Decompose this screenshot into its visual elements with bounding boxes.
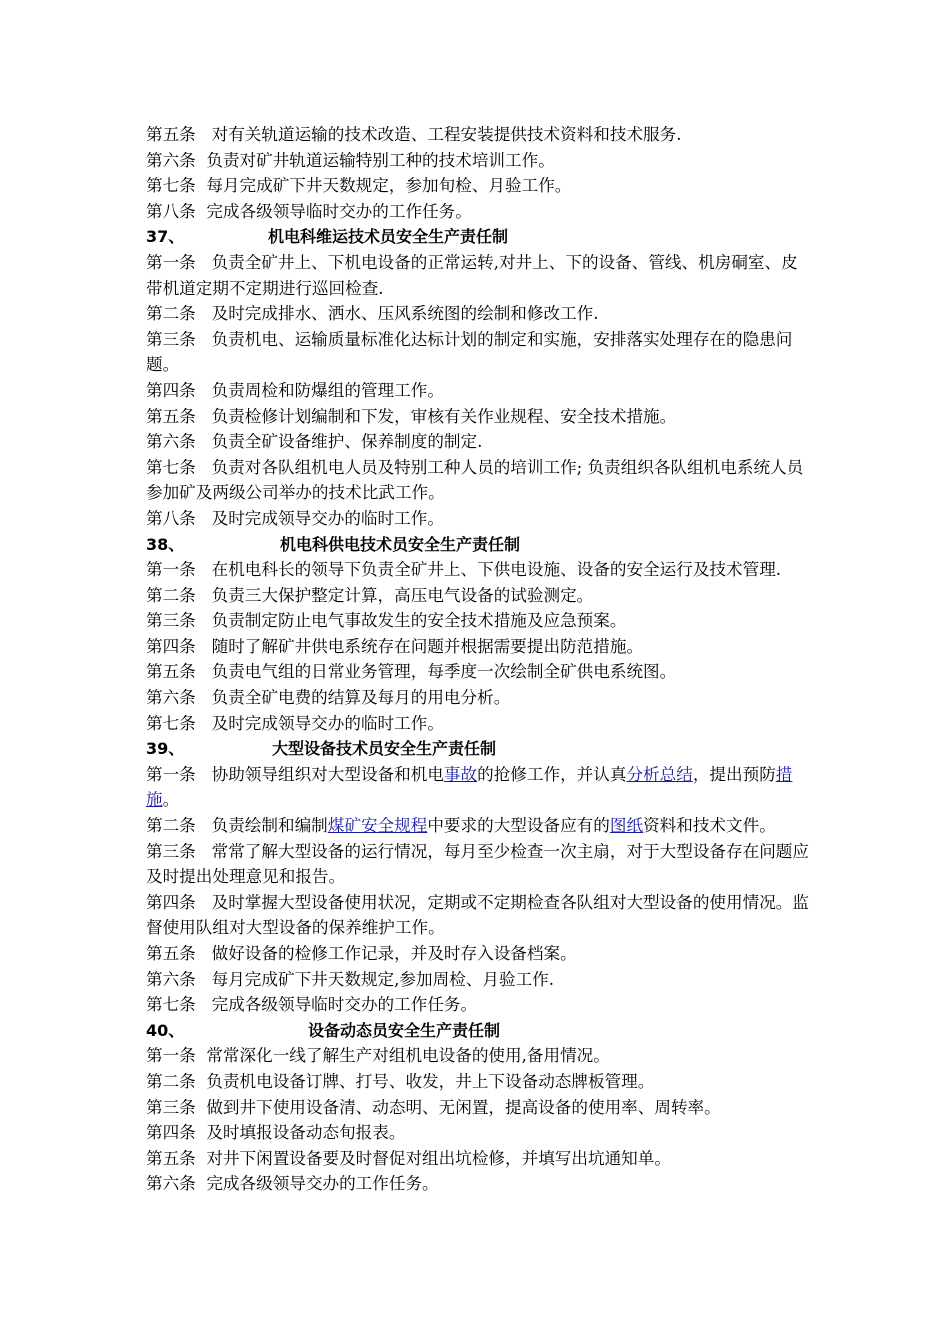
article-paragraph: 第五条 对有关轨道运输的技术改造、工程安装提供技术资料和技术服务. — [146, 125, 682, 144]
article-paragraph: 第五条 负责检修计划编制和下发，审核有关作业规程、安全技术措施。 — [146, 406, 677, 426]
section-title: 设备动态员安全生产责任制 — [308, 1020, 501, 1040]
section-number: 40、 — [146, 1020, 185, 1040]
article-paragraph: 第八条 及时完成领导交办的临时工作。 — [146, 508, 444, 528]
paragraph-text: 第一条 协助领导组织对大型设备和机电 — [146, 764, 444, 784]
article-paragraph: 第二条 负责三大保护整定计算，高压电气设备的试验测定。 — [146, 585, 594, 605]
article-paragraph: 第四条 随时了解矿井供电系统存在问题并根据需要提出防范措施。 — [146, 636, 644, 656]
article-paragraph: 第一条 在机电科长的领导下负责全矿井上、下供电设施、设备的安全运行及技术管理. — [146, 560, 782, 580]
article-paragraph: 第八条 完成各级领导临时交办的工作任务。 — [146, 201, 472, 221]
article-paragraph: 第六条 负责全矿电费的结算及每月的用电分析。 — [146, 688, 511, 708]
section-title: 大型设备技术员安全生产责任制 — [272, 739, 497, 759]
paragraph-text: 第二条 负责绘制和编制 — [146, 816, 328, 836]
article-paragraph: 第六条 负责对矿井轨道运输特别工种的技术培训工作。 — [146, 150, 555, 170]
article-paragraph — [146, 813, 811, 839]
section-title: 机电科供电技术员安全生产责任制 — [280, 534, 521, 554]
article-paragraph: 第七条 每月完成矿下井天数规定，参加旬检、月验工作。 — [146, 176, 572, 196]
article-paragraph: 第七条 完成各级领导临时交办的工作任务。 — [146, 995, 478, 1015]
article-paragraph: 第五条 负责电气组的日常业务管理，每季度一次绘制全矿供电系统图。 — [146, 662, 677, 682]
article-paragraph: 第五条 做好设备的检修工作记录，并及时存入设备档案。 — [146, 944, 577, 963]
section-heading — [146, 224, 811, 250]
article-paragraph: 第七条 及时完成领导交办的临时工作。 — [146, 713, 444, 733]
section-heading — [146, 1018, 811, 1044]
article-paragraph: 第四条 负责周检和防爆组的管理工作。 — [146, 380, 444, 400]
article-paragraph: 第六条 每月完成矿下井天数规定,参加周检、月验工作. — [146, 969, 555, 989]
inline-link[interactable]: 煤矿安全规程 — [327, 816, 428, 836]
article-paragraph: 第二条 负责机电设备订牌、打号、收发，井上下设备动态牌板管理。 — [146, 1071, 655, 1091]
paragraph-text: ，提出预防 — [692, 764, 776, 784]
document-body — [146, 122, 811, 1197]
section-number: 39、 — [146, 739, 185, 759]
article-paragraph: 第三条 负责机电、运输质量标准化达标计划的制定和实施，安排落实处理存在的隐患问题。 — [146, 329, 793, 375]
inline-link[interactable]: 图纸 — [609, 816, 644, 836]
inline-link[interactable]: 事故 — [443, 764, 478, 784]
article-paragraph: 第六条 负责全矿设备维护、保养制度的制定. — [146, 432, 483, 452]
article-paragraph: 第三条 负责制定防止电气事故发生的安全技术措施及应急预案。 — [146, 611, 627, 631]
section-title: 机电科维运技术员安全生产责任制 — [268, 227, 509, 247]
section-number: 37、 — [146, 227, 185, 247]
paragraph-text: 。 — [162, 790, 180, 810]
paragraph-text: 中要求的大型设备应有的 — [427, 816, 610, 836]
section-heading — [146, 532, 811, 558]
section-heading — [146, 736, 811, 762]
inline-link[interactable]: 措施 — [146, 764, 793, 810]
article-paragraph: 第七条 负责对各队组机电人员及特别工种人员的培训工作; 负责组织各队组机电系统人员参加矿及两级公司举办的技术比武工作。 — [146, 457, 804, 503]
paragraph-text: 资料和技术文件。 — [643, 816, 776, 836]
article-paragraph: 第一条 负责全矿井上、下机电设备的正常运转,对井上、下的设备、管线、机房硐室、皮带机道定期不定期进行巡回检查. — [146, 252, 798, 298]
article-paragraph: 第五条 对井下闲置设备要及时督促对组出坑检修，并填写出坑通知单。 — [146, 1148, 671, 1168]
article-paragraph: 第一条 常常深化一线了解生产对组机电设备的使用,备用情况。 — [146, 1046, 610, 1066]
article-paragraph: 第四条 及时掌握大型设备使用状况，定期或不定期检查各队组对大型设备的使用情况。监督使用队组对大型设备的保养维护工作。 — [146, 892, 809, 938]
article-paragraph — [146, 762, 811, 813]
article-paragraph: 第三条 做到井下使用设备清、动态明、无闲置，提高设备的使用率、周转率。 — [146, 1097, 721, 1117]
paragraph-text: 的抢修工作，并认真 — [477, 764, 627, 784]
section-number: 38、 — [146, 534, 185, 554]
inline-link[interactable]: 分析总结 — [626, 764, 693, 784]
article-paragraph: 第三条 常常了解大型设备的运行情况，每月至少检查一次主扇，对于大型设备存在问题应及时提出处理意见和报告。 — [146, 841, 809, 887]
article-paragraph: 第二条 及时完成排水、洒水、压风系统图的绘制和修改工作. — [146, 304, 599, 324]
article-paragraph: 第六条 完成各级领导交办的工作任务。 — [146, 1174, 439, 1194]
article-paragraph: 第四条 及时填报设备动态旬报表。 — [146, 1123, 406, 1143]
